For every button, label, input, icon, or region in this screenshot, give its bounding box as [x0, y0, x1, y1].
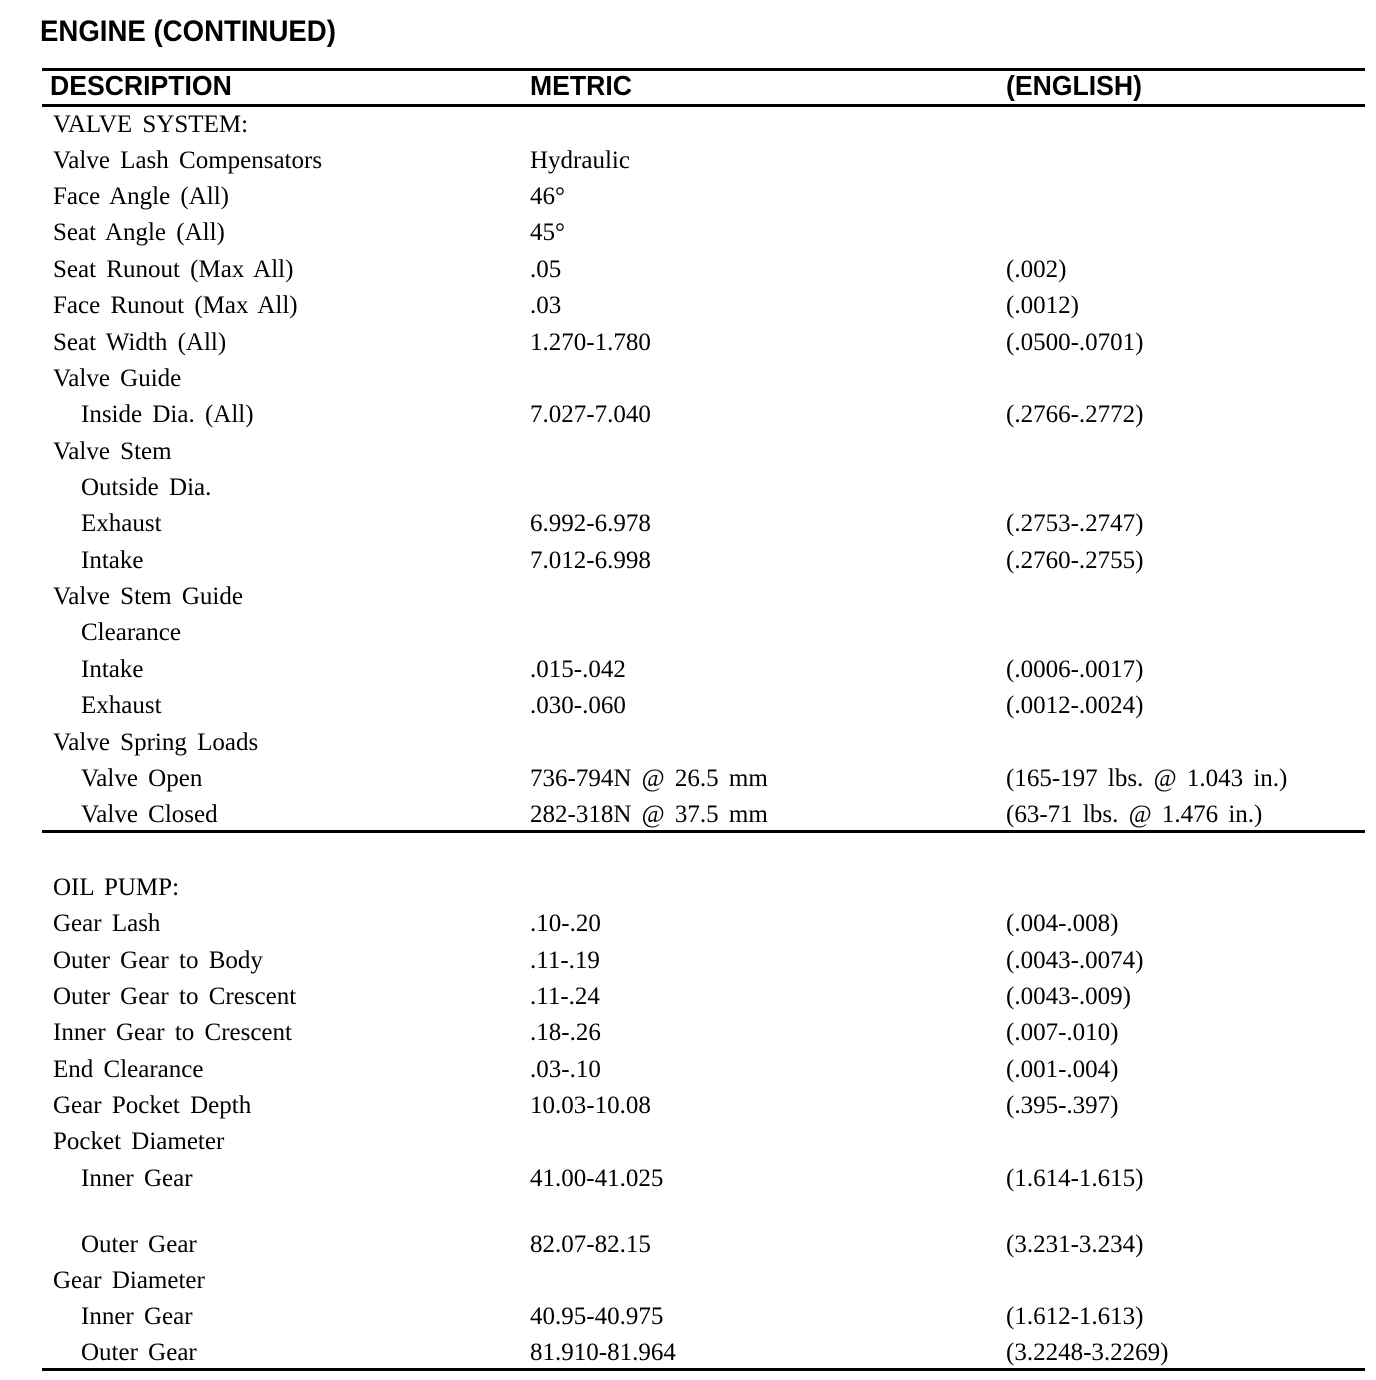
row-description: OIL PUMP:	[53, 874, 180, 901]
row-description: Face Runout (Max All)	[53, 292, 298, 319]
row-metric: 82.07-82.15	[530, 1231, 651, 1258]
row-metric: .030-.060	[530, 692, 626, 719]
table-row	[0, 288, 1376, 324]
table-row	[0, 143, 1376, 179]
header-english: (ENGLISH)	[1006, 70, 1142, 101]
row-metric: 7.012-6.998	[530, 547, 651, 574]
row-description: Valve Open	[81, 765, 203, 792]
row-english: (.0043-.0074)	[1006, 947, 1144, 974]
row-metric: 45°	[530, 219, 565, 246]
row-metric: 282-318N @ 37.5 mm	[530, 801, 768, 828]
row-description: Valve Closed	[81, 801, 218, 828]
row-english: (1.614-1.615)	[1006, 1165, 1144, 1192]
table-row	[0, 943, 1376, 979]
row-description: Exhaust	[81, 692, 162, 719]
row-metric: .11-.24	[530, 983, 600, 1010]
row-description: Intake	[81, 547, 144, 574]
row-metric: Hydraulic	[530, 147, 630, 174]
row-english: (.0500-.0701)	[1006, 329, 1144, 356]
header-metric: METRIC	[530, 70, 632, 101]
row-english: (.001-.004)	[1006, 1056, 1119, 1083]
row-description: Valve Lash Compensators	[53, 147, 323, 174]
row-description: VALVE SYSTEM:	[53, 111, 249, 138]
row-description: Gear Lash	[53, 910, 161, 937]
row-description: Outside Dia.	[81, 474, 212, 501]
table-row	[0, 543, 1376, 579]
table-row	[0, 252, 1376, 288]
table-row	[0, 1263, 1376, 1299]
row-metric: .10-.20	[530, 910, 601, 937]
table-bottom-rule	[42, 1368, 1365, 1371]
header-description: DESCRIPTION	[50, 70, 232, 101]
page-title: ENGINE (CONTINUED)	[40, 15, 336, 48]
row-english: (.007-.010)	[1006, 1019, 1119, 1046]
table-row	[0, 1335, 1376, 1371]
row-english: (.002)	[1006, 256, 1067, 283]
row-english: (1.612-1.613)	[1006, 1303, 1144, 1330]
table-row	[0, 107, 1376, 143]
table-row	[0, 361, 1376, 397]
table-row	[0, 215, 1376, 251]
row-metric: 46°	[530, 183, 565, 210]
row-english: (.2766-.2772)	[1006, 401, 1144, 428]
table-row	[0, 761, 1376, 797]
row-metric: .11-.19	[530, 947, 600, 974]
table-row	[0, 506, 1376, 542]
row-english: (3.231-3.234)	[1006, 1231, 1144, 1258]
table-row	[0, 1124, 1376, 1160]
table-row	[0, 179, 1376, 215]
row-description: Outer Gear	[81, 1339, 197, 1366]
table-row	[0, 615, 1376, 651]
row-english: (.2760-.2755)	[1006, 547, 1144, 574]
table-row	[0, 1227, 1376, 1263]
row-metric: .03	[530, 292, 562, 319]
row-metric: .18-.26	[530, 1019, 601, 1046]
row-english: (165-197 lbs. @ 1.043 in.)	[1006, 765, 1288, 792]
table-row	[0, 470, 1376, 506]
row-english: (.0012-.0024)	[1006, 692, 1144, 719]
row-metric: 736-794N @ 26.5 mm	[530, 765, 768, 792]
table-row	[0, 325, 1376, 361]
table-row	[0, 906, 1376, 942]
table-row	[0, 979, 1376, 1015]
row-description: Valve Stem Guide	[53, 583, 243, 610]
table-row	[0, 1052, 1376, 1088]
row-description: Valve Guide	[53, 365, 182, 392]
table-row	[0, 797, 1376, 833]
row-description: Seat Width (All)	[53, 329, 227, 356]
table-row	[0, 397, 1376, 433]
table-row	[0, 725, 1376, 761]
row-english: (.0006-.0017)	[1006, 656, 1144, 683]
table-row	[0, 434, 1376, 470]
row-description: Outer Gear	[81, 1231, 197, 1258]
row-description: Inner Gear	[81, 1165, 193, 1192]
row-english: (.0043-.009)	[1006, 983, 1131, 1010]
row-english: (.395-.397)	[1006, 1092, 1119, 1119]
row-description: Outer Gear to Crescent	[53, 983, 297, 1010]
row-metric: 1.270-1.780	[530, 329, 651, 356]
table-row	[0, 1088, 1376, 1124]
row-english: (3.2248-3.2269)	[1006, 1339, 1169, 1366]
row-description: Exhaust	[81, 510, 162, 537]
row-english: (.0012)	[1006, 292, 1079, 319]
row-metric: 10.03-10.08	[530, 1092, 651, 1119]
row-metric: .03-.10	[530, 1056, 601, 1083]
row-description: Inside Dia. (All)	[81, 401, 254, 428]
row-description: Outer Gear to Body	[53, 947, 263, 974]
row-metric: 7.027-7.040	[530, 401, 651, 428]
table-row	[0, 1299, 1376, 1335]
row-description: Inner Gear to Crescent	[53, 1019, 292, 1046]
row-metric: 6.992-6.978	[530, 510, 651, 537]
table-row	[0, 870, 1376, 906]
row-description: Gear Diameter	[53, 1267, 205, 1294]
row-description: Seat Runout (Max All)	[53, 256, 294, 283]
row-english: (63-71 lbs. @ 1.476 in.)	[1006, 801, 1263, 828]
row-metric: 81.910-81.964	[530, 1339, 676, 1366]
section-divider	[42, 830, 1365, 833]
row-description: Face Angle (All)	[53, 183, 230, 210]
table-row	[0, 688, 1376, 724]
table-row	[0, 1015, 1376, 1051]
row-english: (.2753-.2747)	[1006, 510, 1144, 537]
row-description: Pocket Diameter	[53, 1128, 225, 1155]
row-metric: 40.95-40.975	[530, 1303, 664, 1330]
row-description: Seat Angle (All)	[53, 219, 225, 246]
row-description: Gear Pocket Depth	[53, 1092, 252, 1119]
row-description: Intake	[81, 656, 144, 683]
table-row	[0, 1161, 1376, 1197]
row-metric: 41.00-41.025	[530, 1165, 664, 1192]
row-description: Clearance	[81, 619, 181, 646]
row-metric: .015-.042	[530, 656, 626, 683]
row-description: End Clearance	[53, 1056, 204, 1083]
row-metric: .05	[530, 256, 562, 283]
row-description: Valve Spring Loads	[53, 729, 259, 756]
table-row	[0, 652, 1376, 688]
row-description: Inner Gear	[81, 1303, 193, 1330]
row-description: Valve Stem	[53, 438, 172, 465]
table-top-rule	[42, 68, 1365, 71]
table-row	[0, 579, 1376, 615]
row-english: (.004-.008)	[1006, 910, 1119, 937]
